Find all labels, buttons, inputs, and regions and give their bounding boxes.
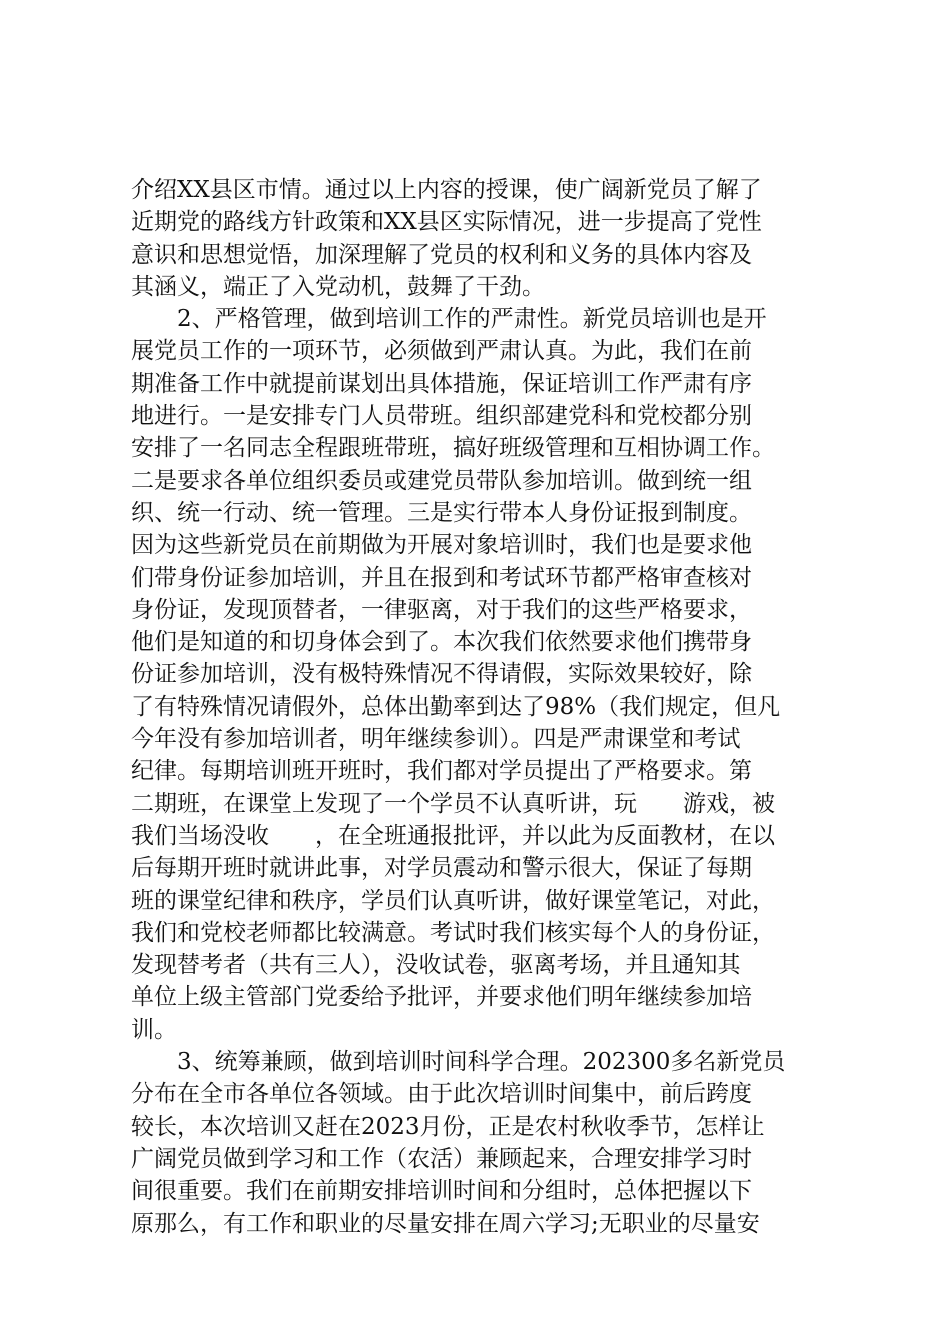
text-line: 较长，本次培训又赶在2023月份，正是农村秋收季节，怎样让 bbox=[131, 1113, 765, 1140]
text-line: 他们是知道的和切身体会到了。本次我们依然要求他们携带身 bbox=[131, 629, 752, 656]
text-line: 织、统一行动、统一管理。三是实行带本人身份证报到制度。 bbox=[131, 499, 752, 526]
paragraph-3-first-line: 3、统筹兼顾，做到培训时间科学合理。202300多名新党员 bbox=[177, 1049, 786, 1076]
text-line: 二期班，在课堂上发现了一个学员不认真听讲，玩 游戏，被 bbox=[131, 790, 775, 817]
text-line: 分布在全市各单位各领域。由于此次培训时间集中，前后跨度 bbox=[131, 1081, 752, 1108]
text-line: 意识和思想觉悟，加深理解了党员的权利和义务的具体内容及 bbox=[131, 241, 752, 268]
text-line: 单位上级主管部门党委给予批评，并要求他们明年继续参加培 bbox=[131, 984, 752, 1011]
text-line: 份证参加培训，没有极特殊情况不得请假，实际效果较好，除 bbox=[131, 661, 752, 688]
text-line: 期准备工作中就提前谋划出具体措施，保证培训工作严肃有序 bbox=[131, 370, 752, 397]
text-line: 我们当场没收 ，在全班通报批评，并以此为反面教材，在以 bbox=[131, 822, 775, 849]
text-line: 展党员工作的一项环节，必须做到严肃认真。为此，我们在前 bbox=[131, 338, 752, 365]
text-line: 训。 bbox=[131, 1016, 177, 1043]
text-line: 二是要求各单位组织委员或建党员带队参加培训。做到统一组 bbox=[131, 467, 752, 494]
text-line: 发现替考者（共有三人），没收试卷，驱离考场，并且通知其 bbox=[131, 952, 741, 979]
document-body-text bbox=[131, 174, 841, 1240]
text-line: 因为这些新党员在前期做为开展对象培训时，我们也是要求他 bbox=[131, 532, 752, 559]
text-line: 后每期开班时就讲此事，对学员震动和警示很大，保证了每期 bbox=[131, 855, 752, 882]
text-line: 近期党的路线方针政策和XX县区实际情况，进一步提高了党性 bbox=[131, 209, 762, 236]
text-line: 班的课堂纪律和秩序，学员们认真听讲，做好课堂笔记，对此， bbox=[131, 887, 775, 914]
text-line: 今年没有参加培训者，明年继续参训）。四是严肃课堂和考试 bbox=[131, 726, 741, 753]
text-line: 间很重要。我们在前期安排培训时间和分组时，总体把握以下 bbox=[131, 1178, 752, 1205]
text-line: 地进行。一是安排专门人员带班。组织部建党科和党校都分别 bbox=[131, 403, 752, 430]
text-line: 其涵义，端正了入党动机，鼓舞了干劲。 bbox=[131, 273, 545, 300]
text-line: 了有特殊情况请假外，总体出勤率到达了98%（我们规定，但凡 bbox=[131, 693, 781, 720]
text-line: 原那么，有工作和职业的尽量安排在周六学习;无职业的尽量安 bbox=[131, 1210, 760, 1237]
text-line: 纪律。每期培训班开班时，我们都对学员提出了严格要求。第 bbox=[131, 758, 752, 785]
text-line: 广阔党员做到学习和工作（农活）兼顾起来，合理安排学习时 bbox=[131, 1145, 752, 1172]
text-line: 们带身份证参加培训，并且在报到和考试环节都严格审查核对 bbox=[131, 564, 752, 591]
text-line: 我们和党校老师都比较满意。考试时我们核实每个人的身份证， bbox=[131, 919, 775, 946]
text-line: 介绍XX县区市情。通过以上内容的授课，使广阔新党员了解了 bbox=[131, 177, 762, 203]
text-line: 安排了一名同志全程跟班带班，搞好班级管理和互相协调工作。 bbox=[131, 435, 775, 462]
paragraph-2-first-line: 2、严格管理，做到培训工作的严肃性。新党员培训也是开 bbox=[177, 306, 767, 333]
text-line: 身份证，发现顶替者，一律驱离，对于我们的这些严格要求， bbox=[131, 596, 752, 623]
